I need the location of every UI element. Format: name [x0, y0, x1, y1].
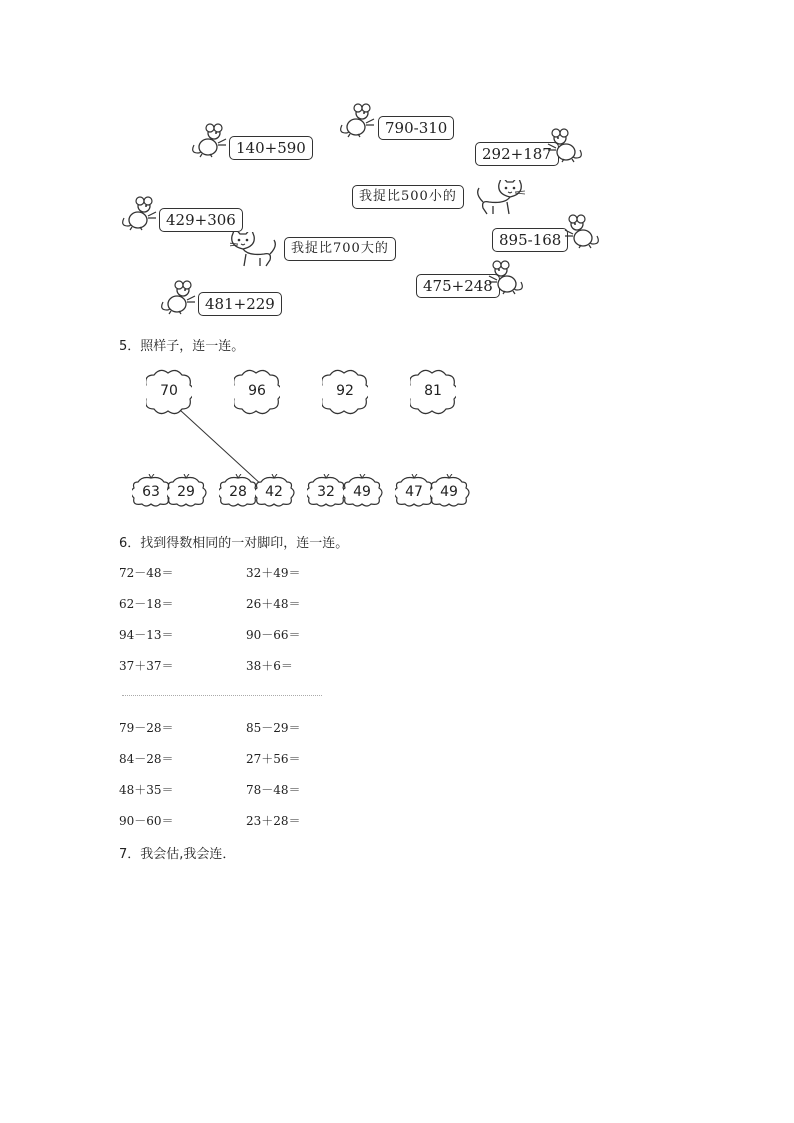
question-7-heading: 7．我会估,我会连． — [119, 847, 236, 862]
equation-left: 84－28＝ — [119, 752, 174, 766]
expression-box: 429+306 — [159, 208, 243, 232]
question-5-heading: 5．照样子，连一连。 — [119, 339, 245, 354]
equation-right: 32＋49＝ — [246, 566, 301, 580]
equation-left: 79－28＝ — [119, 721, 174, 735]
example-connection-line — [0, 0, 794, 520]
expression-box: 895-168 — [492, 228, 568, 252]
question-6-heading: 6．找到得数相同的一对脚印，连一连。 — [119, 536, 349, 551]
flower-number: 81 — [424, 383, 442, 399]
dotted-divider — [122, 695, 322, 696]
expression-box: 790-310 — [378, 116, 454, 140]
leaf — [307, 474, 347, 510]
leaf-number: 63 — [142, 484, 160, 500]
equation-right: 26＋48＝ — [246, 597, 301, 611]
leaf — [255, 474, 295, 510]
equation-right: 23＋28＝ — [246, 814, 301, 828]
leaf-number: 42 — [265, 484, 283, 500]
leaf — [167, 474, 207, 510]
expression-box: 481+229 — [198, 292, 282, 316]
equation-right: 85－29＝ — [246, 721, 301, 735]
equation-right: 90－66＝ — [246, 628, 301, 642]
leaf-number: 29 — [177, 484, 195, 500]
leaf — [430, 474, 470, 510]
equation-right: 78－48＝ — [246, 783, 301, 797]
leaf-number: 28 — [229, 484, 247, 500]
expression-box: 140+590 — [229, 136, 313, 160]
flower-number: 96 — [248, 383, 266, 399]
expression-box: 292+187 — [475, 142, 559, 166]
equation-left: 94－13＝ — [119, 628, 174, 642]
equation-left: 90－60＝ — [119, 814, 174, 828]
flower-number: 92 — [336, 383, 354, 399]
equation-left: 72－48＝ — [119, 566, 174, 580]
leaf — [132, 474, 172, 510]
leaf — [395, 474, 435, 510]
cat-rule-box: 我捉比500小的 — [352, 185, 464, 209]
flower-number: 70 — [160, 383, 178, 399]
leaf-number: 47 — [405, 484, 423, 500]
equation-left: 62－18＝ — [119, 597, 174, 611]
equation-right: 38＋6＝ — [246, 659, 293, 673]
equation-left: 37＋37＝ — [119, 659, 174, 673]
equation-right: 27＋56＝ — [246, 752, 301, 766]
leaf-number: 32 — [317, 484, 335, 500]
leaf — [343, 474, 383, 510]
leaf-number: 49 — [353, 484, 371, 500]
leaf-number: 49 — [440, 484, 458, 500]
expression-box: 475+248 — [416, 274, 500, 298]
cat-rule-box: 我捉比700大的 — [284, 237, 396, 261]
leaf — [219, 474, 259, 510]
equation-left: 48＋35＝ — [119, 783, 174, 797]
